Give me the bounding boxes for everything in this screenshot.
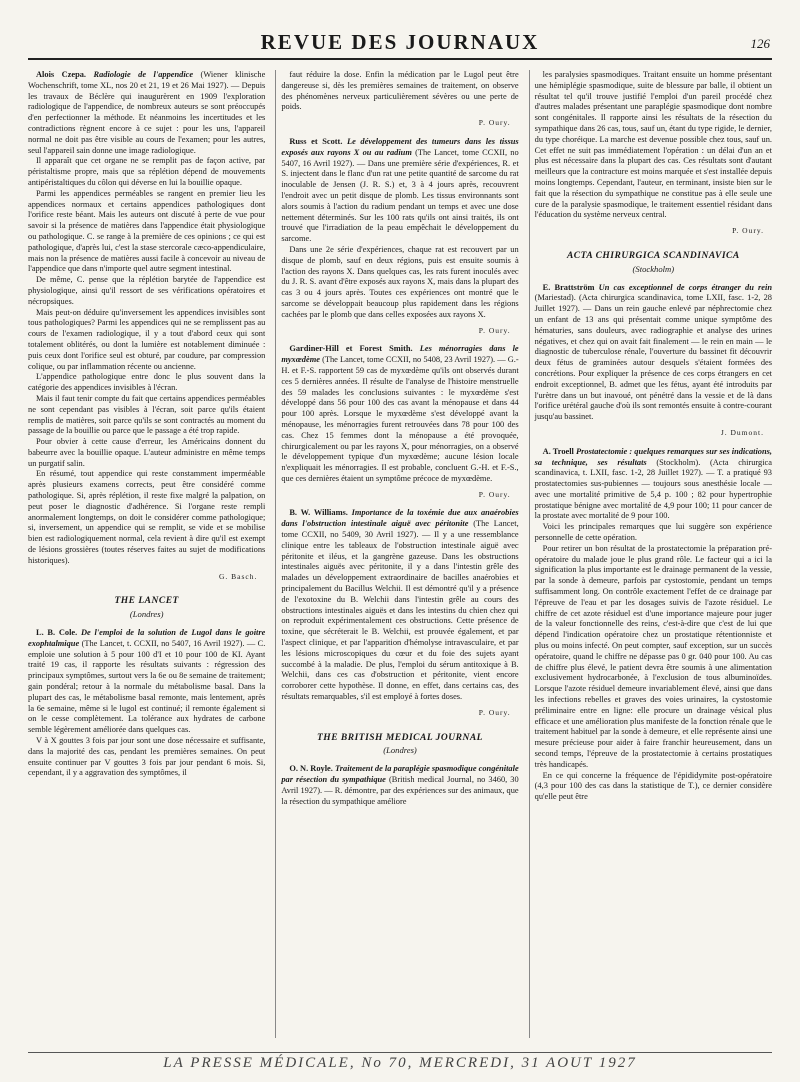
article-text: — R. démontre, par des expériences sur des animaux, que la résection du sympathique améliore — [281, 785, 519, 806]
article-reference: (Wiener klinische Wochenschrift, tome XL, nos 20 et 21, 19 et 26 Mai 1927). — [28, 70, 266, 90]
article-paragraph: les paralysies spasmodiques. Traitant ensuite un homme présentant une hémiplégie spasmodique, suite de blessure par balle, il obtient un résultat tel qu'il trouve justifié l'emploi d'un pareil procédé chez d'autres malades présentant une paraplégie spasmodique dont nombre sont congénitales. Il rapporte ainsi les résultats de la résection du sympathique dans 26 cas, tous, sauf un, étant du type rigide, le dernier, du type choréique. La marche est devenue possible chez tous, sauf un. Cet effet ne suit pas immédiatement l'opération : un délai d'un an et plus est nécessaire dans la plupart des cas. Ces résultats sont d'autant meilleurs que la contracture est moins marquée et s'est installée depuis moins longtemps. Cependant, l'auteur, en terminant, insiste bien sur le fait que la résection du sympathique ne constitue pas à elle seule une cure de la paralysie spasmodique, le traitement essentiel résidant dans l'éducation du système nerveux central. — [534, 70, 772, 220]
journal-section-city: (Londres) — [383, 745, 417, 756]
article-text: — Il y a une ressemblance clinique entre les tableaux de l'obstruction intestinale aiguë avec péritonite et iléus, et la gangrène gazeuse. Dans les obstructions intestinales aiguës avec péritonite, il y a dans l'intestin grêle des malades un développement extraordinaire de bacilles anaérobies et principalement du Bacillus Welchii. Il est démontré qu'il y a présence de l'exotoxine du B. Welchii dans l'intestin grêle au cours des obstructions intestinales aiguës et dans les intestins du chien chez qui on reproduit expérimentalement ces obstructions. Cette présence de toxine, que sécréterait le B. Welchii, est prouvée également, et par l'aspect clinique, et par l'apparition d'hémolyse intravasculaire, et par les lésions microscopiques du cœur et du foie des sujets ayant succombé à la maladie. De plus, l'emploi du sérum antitoxique à B. Welchii, dans ces cas d'obstruction et péritonite, vient encore corroborer cette hypothèse. Il donne, en effet, dans certains cas, des résultats remarquables, s'il est employé à fortes doses. — [281, 530, 519, 702]
article-paragraph: Mais il faut tenir compte du fait que certains appendices perméables ne sont cependant pas visibles à l'écran, soit parce qu'ils étaient remplis de matières, soit parce qu'ils se sont contractés au moment du passage de la bouillie ou parce que le passage a été trop rapide. — [28, 393, 266, 436]
article-paragraph: V à X gouttes 3 fois par jour sont une dose nécessaire et suffisante, dans la majorité des cas, pendant les premières semaines. On peut ensuite continuer par V gouttes 3 fois par jour pendant 6 mois. Si, cependant, il y a aggravation des symptômes, il — [28, 736, 266, 778]
article-author: O. N. Royle. — [289, 764, 333, 774]
article-paragraph: Voici les principales remarques que lui suggère son expérience personnelle de cette opération. — [534, 522, 772, 543]
article-title: De l'emploi de la solution de Lugol dans le goitre exophtalmique — [28, 628, 266, 648]
article-paragraph: Il apparaît que cet organe ne se remplit pas de façon active, par péristaltisme propre, mais que sa réplétion dépend de mouvements antipéristaltiques du côlon qui déverse en lui la bouillie opaque. — [28, 156, 266, 187]
article-paragraph: L'appendice pathologique entre donc le plus souvent dans la catégorie des appendices invisibles à l'écran. — [28, 372, 266, 393]
article-author: A. Troell — [542, 446, 574, 456]
article-signature: P. Oury. — [478, 489, 511, 499]
article-author: Russ et Scott. — [289, 136, 343, 146]
article-text: — Dans un rein gauche enlevé par néphrectomie chez un enfant de 13 ans qui présentait comme unique symptôme des hématuries, sans douleurs, avec radiographie et analyse des urines négatives, et chez qui on avait fait finalement — le rein en main — le diagnostic de tuberculose rénale, l'ouverture du bassinet fit découvrir deux fétus de graminées autour desquels s'étaient formées des concrétions. Pour expliquer la présence de ces corps étrangers en cet endroit exceptionnel, B. admet que les fétus, ayant été introduits par l'urètre dans un but inavoué, ont pénétré dans la vessie et de là dans l'orifice urétéral gauche d'où ils sont remontés ensuite à contre-courant jusqu'au bassinet. — [534, 304, 772, 422]
article-title: Traitement de la paraplégie spasmodique congénitale par résection du sympathique — [281, 764, 519, 785]
article-author: B. W. Williams. — [289, 508, 348, 518]
journal-section-city: (Stockholm) — [632, 263, 675, 274]
article-author: E. Brattström — [542, 282, 595, 292]
article-paragraph: faut réduire la dose. Enfin la médication par le Lugol peut être dangereuse si, dès les premières semaines de traitement, on observe des phénomènes nerveux particulièrement sévères ou une perte de poids. — [281, 70, 519, 112]
article-text: — C. emploie une solution à 5 pour 100 d'I et 10 pour 100 de KI. Ayant traité 19 cas, il rapporte les résultats suivants : régression des principaux symptômes, surtout vers la 6e ou 8e semaine de traitement; gain pondéral; retour à la normale du métabolisme basal. Dans la plupart des cas, le métabolisme basal remonte, mais lentement, après la 6e semaine, même si le lugol est continué; il remonte également si on le cesse complètement. La tolérance aux hydrates de carbone semble légèrement améliorée dans quelques cas. — [28, 638, 266, 735]
article-signature: P. Oury. — [478, 325, 511, 335]
journal-section-heading: THE LANCET — [114, 596, 179, 607]
article-paragraph — [281, 508, 518, 702]
article-title: Prostatectomie : quelques remarques sur ses indications, sa technique, ses résultats — [534, 446, 772, 467]
article-title: Les ménorragies dans le myxœdème — [281, 344, 519, 365]
article-paragraph — [28, 628, 265, 736]
article-signature: J. Dumont. — [720, 427, 764, 437]
page-number: 126 — [750, 36, 770, 51]
article — [28, 628, 265, 779]
article — [281, 70, 518, 113]
article-text: — Depuis les travaux de Béclère qui inaugurèrent en 1909 l'exploration radiologique de l'appendice, de nombreux auteurs se sont préoccupés d'en perfectionner la méthode. Et néanmoins les incertitudes et les contradictions règnent encore à ce sujet : pour les uns, l'appareil normal ne doit pas être visible au cours de l'examen; pour les autres, seul l'appareil sain donne une image radiologique. — [28, 80, 266, 155]
article-reference: (The Lancet, tome CCXII, no 5409, 30 Avril 1927). — [281, 519, 519, 540]
article-paragraph: En résumé, tout appendice qui reste constamment imperméable après plusieurs examens corrects, peut être considéré comme pathologique. Si, après réplétion, il reste fixe malgré la palpation, on peut poser le diagnostic d'adhérence. Si l'organe reste rempli anormalement longtemps, on doit le considérer comme pathologique; si, inversement, un appendice qui se remplit, se vide et se mobilise bien est radiologiquement normal, cela revient à dire qu'il est exempt de lésions grossières (toutes réserves faites au sujet de modifications historiques). — [28, 469, 266, 565]
article-reference: (The Lancet, tome CCXII, no 5408, 23 Avril 1927). — [322, 355, 496, 365]
article-author: Gardiner-Hill et Forest Smith. — [289, 344, 413, 354]
article-paragraph: Pour retirer un bon résultat de la prostatectomie la préparation pré-opératoire du malade joue le plus grand rôle. Le facteur qui a ici la signification la plus importante est le drainage permanent de la vessie, par la sonde à demeure, parfois par cystostomie, pendant un temps suffisamment long. On contrôle exactement l'effet de ce drainage par l'épreuve de l'eau et par les dosages suivis de l'azote résiduel. Le chiffre de cet azote résiduel est d'une importance majeure pour juger de la valeur fonctionnelle des reins, c'est-à-dire que c'est de lui que dépend l'indication opératoire chez un prostatique rétentionniste et plus ou moins infecté. On peut compter, sauf exception, sur un succès opératoire, quand le chiffre ne dépasse pas 0 gr. 040 pour 100. Au cas de chiffre plus élevé, le patient devra être soumis à une alimentation exclusivement hydrocarbonée, à l'exclusion de tous albuminoïdes. Lorsque l'azote résiduel demeure invariablement élevé, ainsi que dans les infections rebelles et graves des voies urinaires, la cystostomie préliminaire entre en ligne: elle procure un drainage vésical plus efficace et une amélioration plus manifeste de la fonction rénale que le traitement habituel par la sonde à demeure, et elle représente ainsi une mesure précieuse pour aider à faire franchir heureusement, dans un second temps, l'épreuve de la prostatectomie à certains prostatiques très handicapés. — [534, 543, 772, 769]
column-2 — [275, 70, 518, 1038]
article-signature: G. Basch. — [218, 571, 258, 581]
article-paragraph: Dans une 2e série d'expériences, chaque rat est recouvert par un disque de plomb, sauf en deux régions, puis est ensuite soumis à l'action des rayons X. Dans quelques cas, les rats furent inoculés avec du J. R. S. avant d'être exposés aux rayons X, mais dans la plupart des cas 3 ou 4 jours après. Toutes ces expériences ont montré que le sarcome se développait beaucoup plus rapidement dans les régions cachées par le plomb que dans celles exposées aux rayons X. — [281, 244, 519, 319]
article-title: Radiologie de l'appendice — [93, 70, 194, 79]
page-footer — [28, 1052, 772, 1075]
article-reference: (The Lancet, t. CCXII, no 5407, 16 Avril 1927). — [81, 638, 245, 648]
article-paragraph: De même, C. pense que la réplétion barytée de l'appendice est physiologique, ainsi qu'il ressort de ses vérifications opératoires et nécropsiques. — [28, 275, 266, 306]
column-1 — [28, 70, 265, 1038]
article-reference: (The Lancet, tome CCXII, no 5407, 16 Avril 1927). — [281, 147, 519, 168]
article-paragraph — [281, 137, 518, 245]
article-signature: P. Oury. — [478, 118, 511, 128]
article-paragraph — [535, 447, 772, 523]
article-text: — G.-H. et F.-S. rapportent 59 cas de myxœdème qu'ils ont observés durant ces 5 dernières années. Il résulte de l'analyse de l'histoire menstruelle des 59 malades les conclusions suivantes : le myxœdème s'est développé dans 56 pour 100 des cas avant la ménopause et dans 44 pour 100 après. Lorsque le myxœdème s'est développé avant la ménopause, les ménorragies furent retrouvées dans 78 pour 100 des cas. Chez 15 femmes dont la ménopause a été provoquée, chirurgicalement ou par les rayons X, pour ménorragies, on a observé le développement typique d'un myxœdème; aucune lésion locale n'expliquait les ménorragies. Il est probable, concluent G.-H. et F.-S., que ces dernières étaient un symptôme précoce de myxœdème. — [281, 355, 519, 483]
page-header — [28, 26, 772, 56]
article-text: — Dans une première série d'expériences, R. et S. injectent dans le flanc d'un rat une petite quantité de sarcome du rat inoculable de Jensen (J. R. S.) et, 3 à 4 jours après, recouvrent l'endroit avec un petit disque de plomb. Les tissus environnants sont alors soumis à l'action du radium pendant un temps et avec une dose nettement déterminés. Sur les 100 rats qu'ils ont ainsi traités, ils ont trouvé que l'irradiation de la peau empêchait le développement du sarcome. — [281, 158, 519, 244]
article-signature: P. Oury. — [478, 707, 511, 717]
article-reference: (British medical Journal, no 3460, 30 Avril 1927). — [281, 775, 519, 795]
article-reference: (Stockholm). (Acta chirurgica scandinavica, t. LXII, fasc. 1-2, 28 Juillet 1927). — [534, 457, 772, 478]
article-title: Un cas exceptionnel de corps étranger du rein — [598, 282, 772, 292]
journal-section-heading: ACTA CHIRURGICA SCANDINAVICA — [566, 250, 740, 261]
article-paragraph — [281, 344, 518, 484]
article-author: Alois Czepa. — [36, 70, 87, 79]
article-paragraph — [281, 764, 518, 807]
footer-publication-line: LA PRESSE MÉDICALE, No 70, MERCREDI, 31 AOUT 1927 — [163, 1055, 637, 1071]
article — [535, 283, 772, 423]
article-paragraph: Mais peut-on déduire qu'inversement les appendices invisibles sont tous pathologiques? Parmi les appendices qui ne se remplissent pas au cours de l'examen radiologique, il y a tout d'abord ceux qui sont totalement oblitérés, ou dont la lumière est notablement diminuée : puis ceux dont l'orifice seul est obturé, par coudure, par compression colique, ou par inflammation récente ou ancienne. — [28, 307, 266, 371]
column-3 — [529, 70, 772, 1038]
article — [281, 344, 518, 484]
article — [281, 137, 518, 321]
article — [28, 70, 265, 567]
article-title: Importance de la toxémie due aux anaérobies dans l'obstruction intestinale aiguë avec péritonite — [281, 508, 519, 529]
article-paragraph: Pour obvier à cette cause d'erreur, les Américains donnent du babeurre avec la bouillie opaque. L'auteur administre en même temps un purgatif salin. — [28, 437, 266, 468]
header-rule — [28, 58, 772, 63]
article-paragraph: Parmi les appendices perméables se rangent en premier lieu les appendices normaux et certains appendices pathologiques dont l'orifice reste béant. Mais les auteurs ont discuté à perte de vue pour savoir si la présence de matières dans l'appendice était physiologique ou pathologique. C. se range à la première de ces opinions ; ce qui est pathologique, d'après lui, c'est la stase stercorale cæco-appendiculaire, mais non la présence de matières aussi facile à concevoir au niveau de l'appendice que dans n'importe quel autre segment intestinal. — [28, 188, 266, 274]
journal-section-city: (Londres) — [129, 609, 164, 620]
article-reference: (Mariestad). (Acta chirurgica scandinavica, tome LXII, fasc. 1-2, 28 Juillet 1927). — [534, 293, 772, 314]
article — [281, 764, 518, 807]
journal-section-title: REVUE DES JOURNAUX — [260, 30, 540, 54]
journal-section-heading: THE BRITISH MEDICAL JOURNAL — [317, 732, 483, 743]
article-title: Le développement des tumeurs dans les tissus exposés aux rayons X ou au radium — [281, 136, 519, 157]
article-paragraph — [535, 283, 772, 423]
article-paragraph: En ce qui concerne la fréquence de l'épididymite post-opératoire (4,3 pour 100 des cas dans la statistique de T.), ce dernier considère qu'elle peut être — [534, 770, 772, 802]
article — [281, 508, 518, 702]
article-author: L. B. Cole. — [36, 628, 78, 638]
article — [535, 70, 772, 221]
article-signature: P. Oury. — [732, 226, 764, 236]
article — [535, 447, 772, 803]
article-columns — [28, 70, 772, 1038]
article-text: — T. a pratiqué 93 prostatectomies sus-pubiennes — toujours sous anesthésie locale — avec une mortalité primitive de 5,4 p. 100 ; 82 pour hypertrophie prostatique bénigne avec mortalité de 4,9 pour 100; 11 pour cancer de la prostate avec mortalité de 9 pour 100. — [534, 468, 772, 521]
article-paragraph — [28, 70, 265, 156]
